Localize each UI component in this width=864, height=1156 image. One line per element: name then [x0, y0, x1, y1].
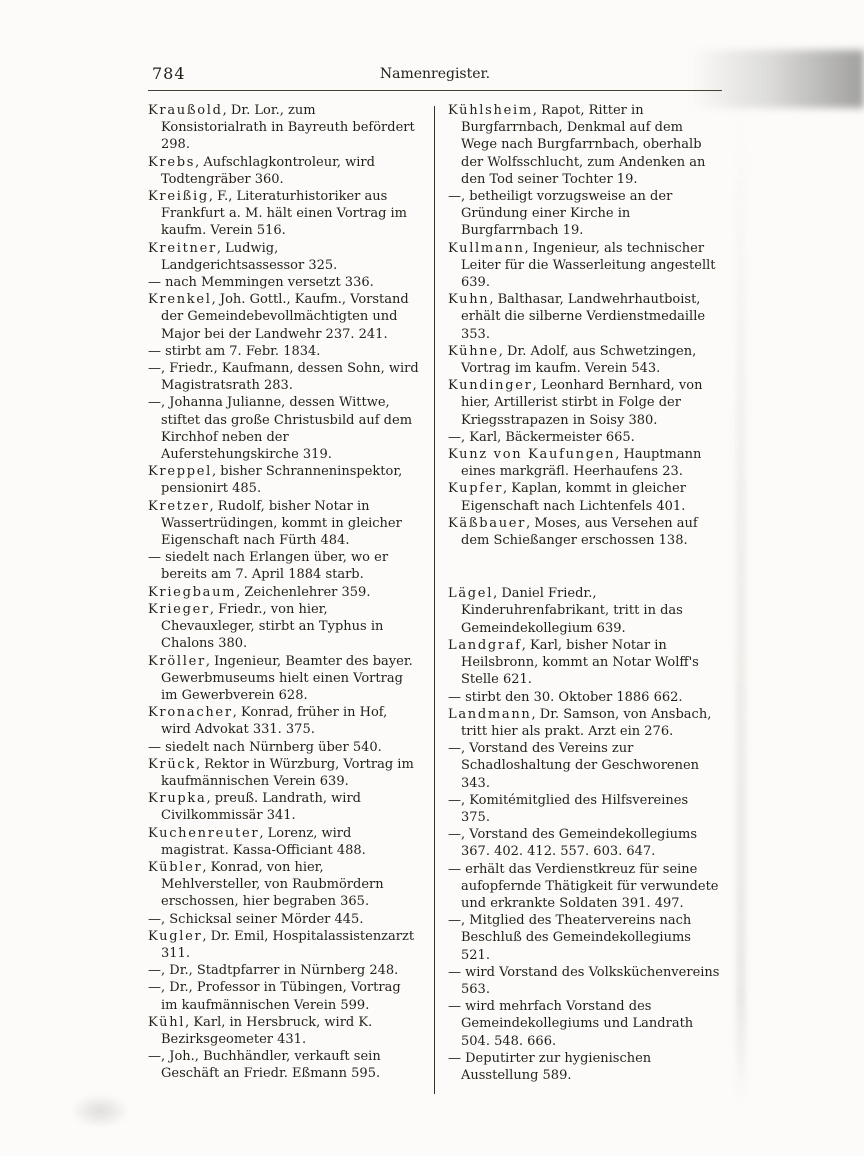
- entry-headword: Krebs: [148, 154, 196, 170]
- entry-headword: Kriegbaum: [148, 584, 237, 600]
- entry-headword: Landmann: [448, 706, 532, 722]
- entry-headword: Krenkel: [148, 292, 212, 308]
- entry-headword: Lägel: [448, 586, 494, 602]
- index-entry: —, Johanna Julianne, dessen Wittwe, stiftet das große Christusbild auf dem Kirchhof neben der Auferstehungskirche 319.: [148, 395, 413, 463]
- index-entry: Kühlsheim, Rapot, Ritter in Burgfarrnbach, Denkmal auf dem Wege nach Burgfarrnbach, oberhalb der Wolfsschlucht, zum Andenken an den Tod seiner Tochter 19.: [448, 103, 706, 187]
- index-entry: Kuchenreuter, Lorenz, wird magistrat. Kassa-Officiant 488.: [148, 825, 366, 858]
- entry-headword: Kundinger: [448, 378, 533, 394]
- index-entry: Käßbauer, Moses, aus Versehen auf dem Schießanger erschossen 138.: [448, 515, 698, 549]
- index-entry: Krebs, Aufschlagkontroleur, wird Todtengräber 360.: [148, 154, 375, 187]
- index-entry: Kreitner, Ludwig, Landgerichtsassessor 325.: [148, 240, 338, 273]
- index-entry: — nach Memmingen versetzt 336.: [148, 275, 374, 291]
- index-entry: Krupka, preuß. Landrath, wird Civilkommissär 341.: [148, 791, 361, 824]
- index-entry: Kuhn, Balthasar, Landwehrhautboist, erhält die silberne Verdienstmedaille 353.: [448, 292, 706, 342]
- index-entry: —, betheiligt vorzugsweise an der Gründung einer Kirche in Burgfarrnbach 19.: [448, 189, 673, 239]
- entry-headword: Kunz von Kaufungen: [448, 447, 616, 463]
- index-entry: Kunz von Kaufungen, Hauptmann eines markgräfl. Heerhaufens 23.: [448, 447, 702, 480]
- index-entry: —, Schicksal seiner Mörder 445.: [148, 911, 364, 927]
- index-entry: Kupfer, Kaplan, kommt in gleicher Eigenschaft nach Lichtenfels 401.: [448, 481, 686, 514]
- index-entry: Kreißig, F., Literaturhistoriker aus Frankfurt a. M. hält einen Vortrag im kaufm. Verein 516.: [148, 189, 408, 239]
- index-entry: —, Vorstand des Gemeindekollegiums 367. 402. 412. 557. 603. 647.: [448, 827, 697, 860]
- index-entry: Lägel, Daniel Friedr., Kinderuhrenfabrikant, tritt in das Gemeindekollegium 639.: [448, 586, 683, 636]
- index-entry: Krück, Rektor in Würzburg, Vortrag im kaufmännischen Verein 639.: [148, 756, 414, 789]
- entry-headword: Kühlsheim: [448, 103, 533, 118]
- index-entry: Kröller, Ingenieur, Beamter des bayer. Gewerbmuseums hielt einen Vortrag im Gewerbverein 628.: [148, 653, 413, 703]
- index-entry: — stirbt den 30. Oktober 1886 662.: [448, 689, 683, 705]
- index-entry: — siedelt nach Erlangen über, wo er bereits am 7. April 1884 starb.: [148, 550, 389, 583]
- index-entry: —, Karl, Bäckermeister 665.: [448, 429, 635, 445]
- index-entry: Kretzer, Rudolf, bisher Notar in Wassertrüdingen, kommt in gleicher Eigenschaft nach Fürth 484.: [148, 498, 402, 549]
- index-entry: Landmann, Dr. Samson, von Ansbach, tritt hier als prakt. Arzt ein 276.: [448, 706, 712, 739]
- index-entry: Kraußold, Dr. Lor., zum Konsistorialrath in Bayreuth befördert 298.: [148, 103, 415, 153]
- column-divider: [434, 106, 435, 1094]
- entry-headword: Kröller: [148, 653, 206, 669]
- index-entry: Kreppel, bisher Schranneninspektor, pensionirt 485.: [148, 464, 403, 497]
- index-entry: — wird Vorstand des Volksküchenvereins 563.: [448, 964, 720, 997]
- page-number: 784: [152, 64, 186, 83]
- entry-headword: Kullmann: [448, 240, 525, 256]
- index-entry: Krenkel, Joh. Gottl., Kaufm., Vorstand der Gemeindebevollmächtigten und Major bei der Landwehr 237. 241.: [148, 292, 409, 342]
- scan-smudge-artifact: [70, 1094, 130, 1128]
- columns-container: [148, 102, 722, 1094]
- entry-headword: Krück: [148, 756, 196, 772]
- entry-headword: Krupka: [148, 791, 207, 807]
- index-entry: Kriegbaum, Zeichenlehrer 359.: [148, 584, 371, 600]
- index-entry: Kronacher, Konrad, früher in Hof, wird Advokat 331. 375.: [148, 705, 388, 738]
- entry-headword: Kupfer: [448, 481, 504, 497]
- entry-headword: Kuhn: [448, 292, 490, 308]
- index-entry: Kullmann, Ingenieur, als technischer Leiter für die Wasserleitung angestellt 639.: [448, 240, 716, 291]
- entry-headword: Kugler: [148, 928, 203, 944]
- index-entry: — stirbt am 7. Febr. 1834.: [148, 343, 321, 359]
- entry-headword: Kreißig: [148, 189, 209, 205]
- index-entry: Kühne, Dr. Adolf, aus Schwetzingen, Vortrag im kaufm. Verein 543.: [448, 343, 697, 377]
- index-entry: — siedelt nach Nürnberg über 540.: [148, 739, 382, 755]
- entry-headword: Kühne: [448, 343, 499, 359]
- index-entry: —, Friedr., Kaufmann, dessen Sohn, wird Magistratsrath 283.: [148, 361, 419, 394]
- entry-headword: Kuchenreuter: [148, 825, 260, 841]
- entry-headword: Kübler: [148, 859, 203, 875]
- index-entry: — erhält das Verdienstkreuz für seine aufopfernde Thätigkeit für verwundete und erkrankte Soldaten 391. 497.: [448, 861, 719, 911]
- scan-edge-artifact: [736, 95, 746, 1105]
- index-entry: Kübler, Konrad, von hier, Mehlversteller, von Raubmördern erschossen, hier begraben 365.: [148, 859, 384, 910]
- entry-headword: Kreppel: [148, 464, 213, 480]
- index-entry: —, Mitglied des Theatervereins nach Beschluß des Gemeindekollegiums 521.: [448, 913, 692, 963]
- entry-headword: Kühl: [148, 1014, 186, 1030]
- entry-headword: Landgraf: [448, 637, 522, 653]
- index-entry: Kundinger, Leonhard Bernhard, von hier, Artillerist stirbt in Folge der Kriegsstrapazen in Soisy 380.: [448, 378, 703, 428]
- index-entry: —, Komitémitglied des Hilfsvereines 375.: [448, 792, 689, 825]
- index-entry: —, Vorstand des Vereins zur Schadloshaltung der Geschworenen 343.: [448, 741, 700, 791]
- index-entry: — wird mehrfach Vorstand des Gemeindekollegiums und Landrath 504. 548. 666.: [448, 999, 694, 1049]
- entry-headword: Kreitner: [148, 240, 217, 256]
- index-entry: Kühl, Karl, in Hersbruck, wird K. Bezirksgeometer 431.: [148, 1014, 373, 1047]
- index-entry: —, Dr., Stadtpfarrer in Nürnberg 248.: [148, 963, 399, 979]
- right-column: [448, 102, 721, 1094]
- entry-headword: Käßbauer: [448, 515, 527, 531]
- entry-headword: Kretzer: [148, 498, 210, 514]
- index-entry: —, Dr., Professor in Tübingen, Vortrag im kaufmännischen Verein 599.: [148, 980, 401, 1013]
- index-entry: Landgraf, Karl, bisher Notar in Heilsbronn, kommt an Notar Wolff's Stelle 621.: [448, 637, 699, 688]
- page-title: Namenregister.: [379, 66, 491, 82]
- index-entry: Krieger, Friedr., von hier, Chevauxleger, stirbt an Typhus in Chalons 380.: [148, 601, 384, 652]
- left-column: [148, 102, 421, 1094]
- header-rule: [148, 90, 722, 91]
- entry-headword: Krieger: [148, 601, 210, 617]
- entry-headword: Kronacher: [148, 705, 233, 721]
- entry-headword: Kraußold: [148, 103, 223, 118]
- page-header: [148, 64, 722, 86]
- index-entry: — Deputirter zur hygienischen Ausstellung 589.: [448, 1050, 652, 1083]
- index-entry: Kugler, Dr. Emil, Hospitalassistenzarzt 311.: [148, 928, 415, 961]
- index-entry: —, Joh., Buchhändler, verkauft sein Geschäft an Friedr. Eßmann 595.: [148, 1049, 381, 1082]
